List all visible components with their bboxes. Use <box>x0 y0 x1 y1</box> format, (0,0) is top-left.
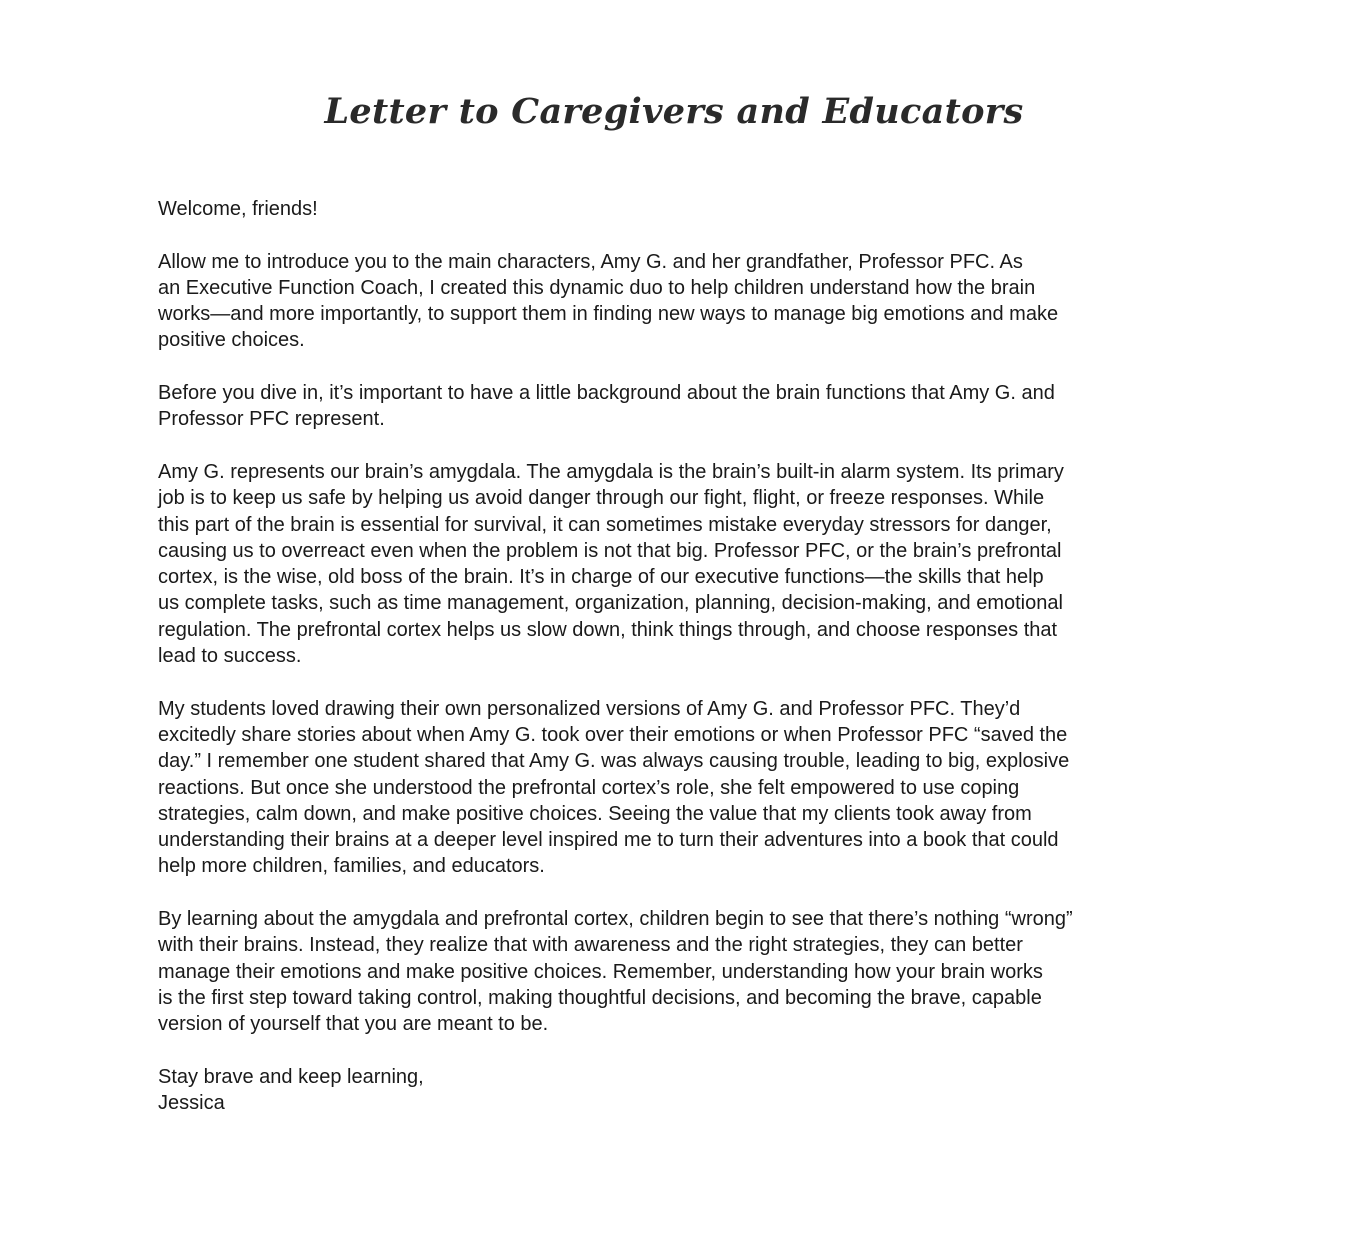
letter-body <box>158 196 1258 1143</box>
paragraph-conclusion <box>158 906 1258 1037</box>
text-line: lead to success. <box>158 645 302 668</box>
paragraph-student-stories <box>158 696 1258 880</box>
text-line: day.” I remember one student shared that Amy G. was always causing trouble, leading to big, explosive <box>158 750 1070 773</box>
paragraph-greeting <box>158 196 1258 222</box>
text-line: By learning about the amygdala and prefrontal cortex, children begin to see that there’s nothing “wrong” <box>158 908 1073 931</box>
paragraph-sign-off <box>158 1064 1258 1117</box>
text-line: understanding their brains at a deeper level inspired me to turn their adventures into a book that could <box>158 829 1059 852</box>
text-line: My students loved drawing their own personalized versions of Amy G. and Professor PFC. They’d <box>158 697 1021 720</box>
paragraph-background <box>158 380 1258 433</box>
text-line: Allow me to introduce you to the main characters, Amy G. and her grandfather, Professor PFC. As <box>158 250 1023 273</box>
text-line: regulation. The prefrontal cortex helps us slow down, think things through, and choose responses that <box>158 618 1058 641</box>
text-line: Jessica <box>158 1092 225 1115</box>
text-line: version of yourself that you are meant to be. <box>158 1013 549 1036</box>
text-line: excitedly share stories about when Amy G. took over their emotions or when Professor PFC “saved the <box>158 723 1068 746</box>
text-line: positive choices. <box>158 329 305 352</box>
text-line: strategies, calm down, and make positive choices. Seeing the value that my clients took away from <box>158 802 1032 825</box>
text-line: this part of the brain is essential for survival, it can sometimes mistake everyday stressors for danger, <box>158 513 1052 536</box>
text-line: works—and more importantly, to support them in finding new ways to manage big emotions and make <box>158 303 1059 326</box>
text-line: us complete tasks, such as time management, organization, planning, decision-making, and emotional <box>158 592 1063 615</box>
page-title: Letter to Caregivers and Educators <box>324 91 1024 133</box>
text-line: manage their emotions and make positive choices. Remember, understanding how your brain works <box>158 960 1043 983</box>
text-line: job is to keep us safe by helping us avoid danger through our fight, flight, or freeze responses. While <box>158 487 1045 510</box>
paragraph-amygdala-explanation <box>158 459 1258 669</box>
text-line: Welcome, friends! <box>158 198 318 220</box>
text-line: with their brains. Instead, they realize that with awareness and the right strategies, they can better <box>158 934 1023 957</box>
text-line: help more children, families, and educators. <box>158 855 545 878</box>
text-line: an Executive Function Coach, I created this dynamic duo to help children understand how the brain <box>158 276 1036 299</box>
paragraph-introduction <box>158 249 1258 354</box>
text-line: Amy G. represents our brain’s amygdala. The amygdala is the brain’s built-in alarm system. Its primary <box>158 460 1064 483</box>
text-line: Professor PFC represent. <box>158 408 385 431</box>
text-line: Stay brave and keep learning, <box>158 1065 424 1088</box>
text-line: cortex, is the wise, old boss of the brain. It’s in charge of our executive functions—the skills that help <box>158 566 1044 589</box>
text-line: Before you dive in, it’s important to have a little background about the brain functions that Amy G. and <box>158 382 1055 405</box>
text-line: is the first step toward taking control, making thoughtful decisions, and becoming the brave, capable <box>158 986 1042 1009</box>
text-line: causing us to overreact even when the problem is not that big. Professor PFC, or the brain’s prefrontal <box>158 539 1062 562</box>
text-line: reactions. But once she understood the prefrontal cortex’s role, she felt empowered to use coping <box>158 776 1020 799</box>
